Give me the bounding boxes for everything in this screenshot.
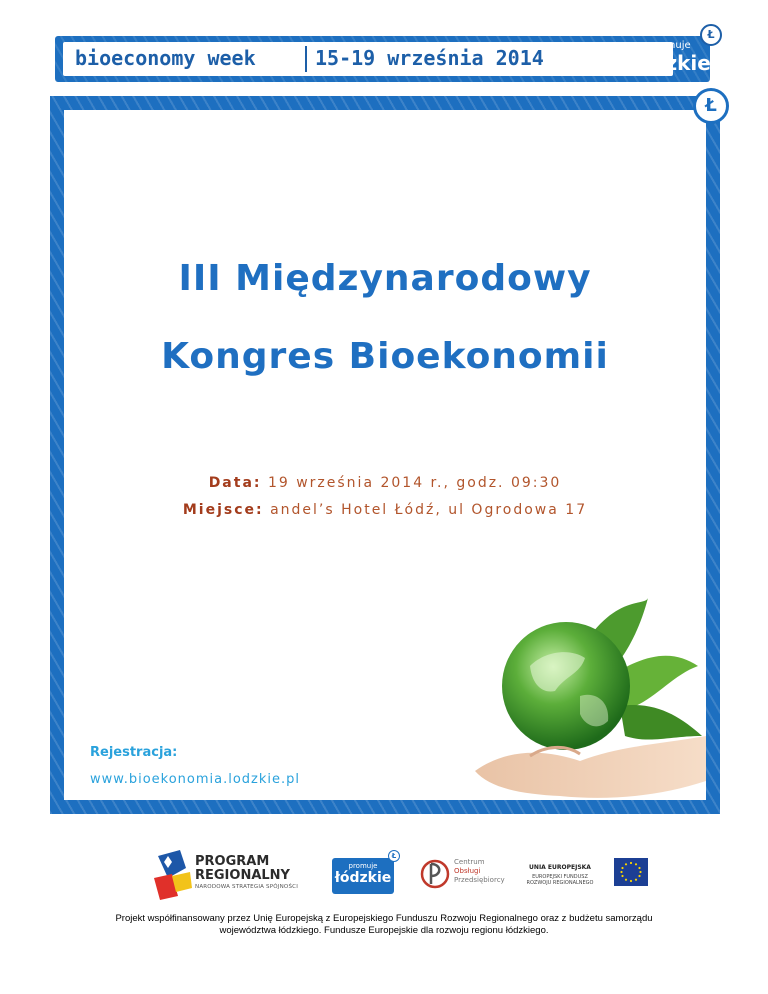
title-line-2: Kongres Bioekonomii (161, 336, 609, 377)
sponsor-logos (0, 848, 768, 908)
header-banner (55, 36, 710, 82)
event-dates: 15-19 września 2014 (315, 46, 544, 70)
eu-flag-icon (614, 858, 648, 886)
cop-line-3: Przedsiębiorcy (454, 876, 505, 884)
lodz-badge-icon: Ł (388, 850, 400, 862)
eu-line-1: UNIA EUROPEJSKA (529, 864, 591, 871)
frame-badge-icon: Ł (693, 88, 729, 124)
lodzkie-badge-icon: Ł (700, 24, 722, 46)
cop-line-1: Centrum (454, 858, 485, 866)
funding-footnote (64, 913, 704, 937)
cop-icon (420, 854, 450, 894)
cop-text (454, 858, 505, 885)
header-divider (305, 46, 307, 72)
program-line-3: NARODOWA STRATEGIA SPÓJNOŚCI (195, 884, 299, 890)
program-line-1: PROGRAM (195, 854, 270, 869)
globe-in-hand-image (470, 596, 706, 806)
logo-big-text: łódzkie (630, 51, 711, 75)
eu-logo (518, 856, 648, 896)
event-place (64, 502, 706, 518)
lodz-small-text: promuje (348, 862, 378, 870)
lodz-big-text: łódzkie (334, 870, 392, 886)
footnote-line-2: województwa łódzkiego. Fundusze Europejskie dla rozwoju regionu łódzkiego. (219, 925, 549, 936)
program-line-2: REGIONALNY (195, 868, 290, 883)
registration-label: Rejestracja: (90, 745, 178, 760)
program-regionalny-icon (150, 848, 194, 903)
place-label: Miejsce: (182, 502, 264, 518)
promuje-lodzkie-logo (630, 38, 710, 78)
eu-line-2: EUROPEJSKI FUNDUSZ (532, 874, 588, 880)
registration-link[interactable]: www.bioekonomia.lodzkie.pl (90, 772, 301, 787)
footnote-line-1: Projekt współfinansowany przez Unię Europejską z Europejskiego Funduszu Rozwoju Regionalnego oraz z budżetu samorządu (115, 913, 653, 924)
logo-small-text: promuje (649, 40, 691, 51)
header-banner-inner (63, 42, 673, 76)
event-name: bioeconomy week (75, 46, 256, 70)
date-label: Data: (208, 475, 262, 491)
promuje-lodzkie-small-logo (332, 858, 394, 894)
title-line-1: III Międzynarodowy (178, 258, 592, 299)
cop-line-2: Obsługi (454, 867, 481, 875)
date-value: 19 września 2014 r., godz. 09:30 (267, 475, 562, 491)
place-value: andel’s Hotel Łódź, ul Ogrodowa 17 (270, 502, 588, 518)
eu-line-3: ROZWOJU REGIONALNEGO (526, 880, 594, 886)
program-regionalny-logo (150, 848, 325, 903)
eu-lines-2-3 (518, 874, 602, 886)
centrum-obslugi-logo (420, 854, 510, 898)
event-date (64, 475, 706, 491)
